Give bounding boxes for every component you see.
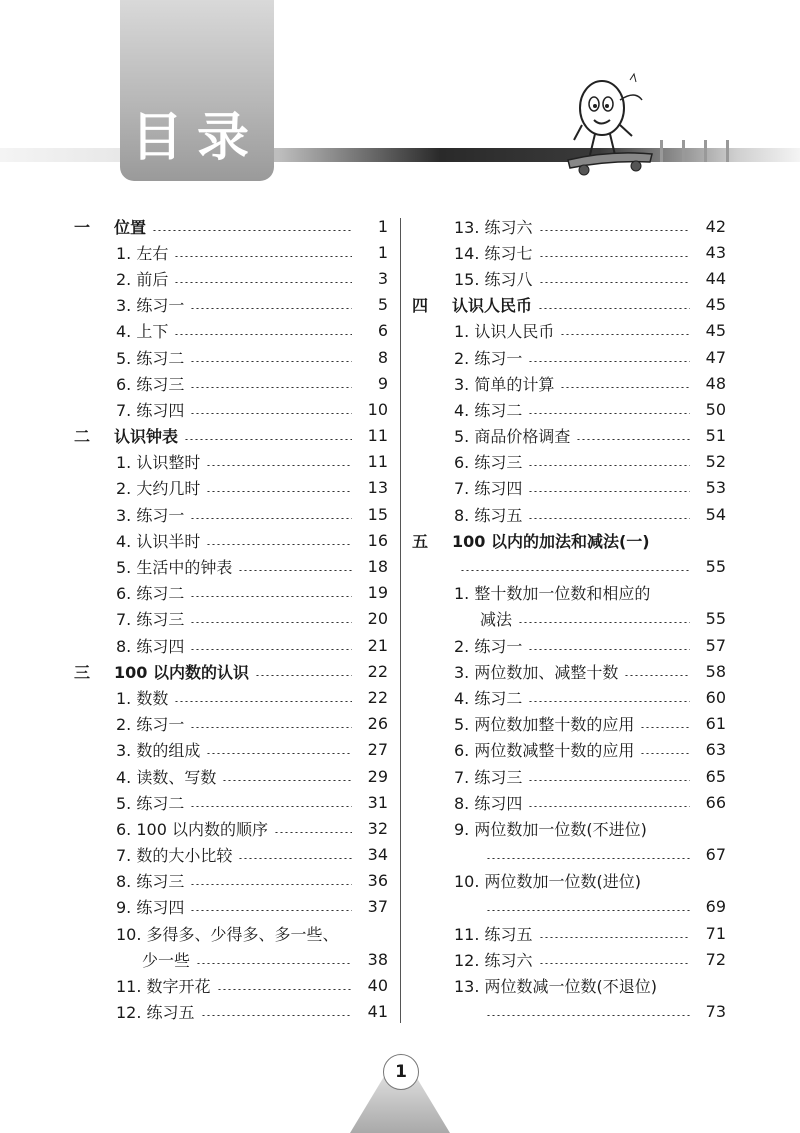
toc-entry [72, 606, 388, 632]
dot-leader [152, 230, 352, 231]
toc-entry [410, 423, 726, 449]
section-title: 8. 练习四 [454, 793, 523, 813]
section-title: 6. 100 以内数的顺序 [116, 819, 268, 839]
chapter-title: 位置 [114, 217, 147, 237]
dot-leader [640, 753, 690, 754]
toc-entry [410, 475, 726, 501]
toc-entry [410, 265, 726, 291]
dot-leader [206, 753, 352, 754]
dot-leader [190, 622, 352, 623]
page-ref: 43 [705, 242, 726, 262]
section-title: 6. 练习三 [454, 453, 523, 473]
dot-leader [528, 806, 690, 807]
page-ref: 5 [377, 295, 388, 315]
toc-entry [72, 423, 388, 449]
chapter-title: 100 以内数的认识 [114, 662, 249, 682]
column-divider [400, 218, 401, 1023]
chapter-number: 三 [74, 662, 91, 682]
dot-leader [201, 1015, 352, 1016]
dot-leader [238, 858, 352, 859]
section-title: 3. 简单的计算 [454, 374, 555, 394]
page-ref: 32 [367, 818, 388, 838]
toc-entry [72, 920, 388, 946]
section-title: 3. 练习一 [116, 505, 185, 525]
page-ref: 13 [367, 478, 388, 498]
dot-leader [190, 413, 352, 414]
dot-leader [528, 491, 690, 492]
section-title: 5. 练习二 [116, 793, 185, 813]
chapter-number: 五 [412, 531, 429, 551]
page-ref: 73 [705, 1002, 726, 1022]
section-title: 2. 练习一 [454, 348, 523, 368]
toc-right-column [410, 213, 726, 1025]
dot-leader [174, 256, 352, 257]
dot-leader [190, 649, 352, 650]
toc-entry [410, 292, 726, 318]
page-ref: 18 [367, 557, 388, 577]
dot-leader [539, 937, 690, 938]
chapter-number: 四 [412, 296, 429, 316]
section-title: 5. 商品价格调查 [454, 427, 571, 447]
page-ref: 21 [367, 635, 388, 655]
dot-leader [184, 439, 352, 440]
section-title: 5. 两位数加整十数的应用 [454, 715, 635, 735]
section-title: 4. 读数、写数 [116, 767, 217, 787]
dot-leader [190, 806, 352, 807]
toc-entry [72, 527, 388, 553]
dot-leader [486, 1015, 690, 1016]
page-ref: 60 [705, 687, 726, 707]
chapter-number: 一 [74, 217, 91, 237]
section-title: 1. 认识整时 [116, 453, 201, 473]
page-ref: 71 [705, 923, 726, 943]
section-title: 8. 练习四 [116, 636, 185, 656]
section-title: 5. 生活中的钟表 [116, 558, 233, 578]
dot-leader [274, 832, 352, 833]
page-ref: 42 [705, 216, 726, 236]
toc-entry [410, 868, 726, 894]
section-title: 8. 练习三 [116, 872, 185, 892]
page-ref: 50 [705, 399, 726, 419]
dot-leader [528, 361, 690, 362]
page-ref: 8 [377, 347, 388, 367]
page-ref: 6 [377, 321, 388, 341]
toc-entry [410, 239, 726, 265]
page-ref: 16 [367, 530, 388, 550]
page-ref: 69 [705, 897, 726, 917]
section-title-continued: 少一些 [142, 950, 191, 970]
section-title: 12. 练习六 [454, 950, 533, 970]
dot-leader [528, 518, 690, 519]
dot-leader [539, 282, 690, 283]
page-ref: 10 [367, 399, 388, 419]
toc-entry [72, 711, 388, 737]
toc-entry [72, 999, 388, 1025]
toc-entry [410, 920, 726, 946]
dot-leader [486, 858, 690, 859]
page-ref: 55 [705, 557, 726, 577]
toc-entry [72, 449, 388, 475]
toc-entry [72, 632, 388, 658]
page-ref: 22 [367, 687, 388, 707]
page-ref: 22 [367, 661, 388, 681]
section-title: 6. 练习三 [116, 374, 185, 394]
section-title: 13. 练习六 [454, 217, 533, 237]
toc-entry [410, 684, 726, 710]
toc-entry [410, 449, 726, 475]
section-title: 2. 练习一 [116, 715, 185, 735]
page-ref: 66 [705, 792, 726, 812]
dot-leader [174, 334, 352, 335]
dot-leader [222, 780, 352, 781]
toc-entry [72, 842, 388, 868]
section-title: 4. 练习二 [454, 688, 523, 708]
toc-entry [72, 972, 388, 998]
section-title: 6. 练习二 [116, 584, 185, 604]
section-title: 1. 左右 [116, 243, 169, 263]
page-ref: 67 [705, 845, 726, 865]
toc-entry [410, 606, 726, 632]
page-ref: 36 [367, 871, 388, 891]
toc-entry [410, 344, 726, 370]
section-title: 4. 认识半时 [116, 531, 201, 551]
dot-leader [174, 282, 352, 283]
chapter-title: 认识钟表 [114, 427, 179, 447]
section-title: 3. 练习一 [116, 296, 185, 316]
toc-entry [72, 894, 388, 920]
toc-entry [72, 239, 388, 265]
dot-leader [560, 334, 690, 335]
dot-leader [190, 308, 352, 309]
toc-entry [72, 292, 388, 318]
section-title: 2. 大约几时 [116, 479, 201, 499]
toc-entry [72, 396, 388, 422]
toc-entry [72, 815, 388, 841]
page-ref: 47 [705, 347, 726, 367]
toc-entry [410, 711, 726, 737]
dot-leader [518, 622, 690, 623]
dot-leader [255, 675, 352, 676]
page-ref: 11 [367, 452, 388, 472]
dot-leader [539, 963, 690, 964]
dot-leader [576, 439, 690, 440]
dot-leader [538, 308, 690, 309]
dot-leader [206, 544, 352, 545]
toc-entry [410, 894, 726, 920]
section-title: 1. 整十数加一位数和相应的 [454, 584, 651, 604]
page-number-badge [350, 1050, 450, 1133]
page-ref: 55 [705, 609, 726, 629]
dot-leader [174, 701, 352, 702]
section-title: 7. 练习四 [116, 400, 185, 420]
page-ref: 9 [377, 373, 388, 393]
page-ref: 19 [367, 583, 388, 603]
section-title: 7. 数的大小比较 [116, 846, 233, 866]
toc-entry [72, 265, 388, 291]
page-ref: 20 [367, 609, 388, 629]
dot-leader [624, 675, 690, 676]
dot-leader [528, 413, 690, 414]
page-ref: 61 [705, 714, 726, 734]
page-ref: 54 [705, 504, 726, 524]
section-title: 10. 两位数加一位数(进位) [454, 872, 642, 892]
dot-leader [190, 361, 352, 362]
toc-entry [410, 396, 726, 422]
toc-entry [72, 658, 388, 684]
dot-leader [190, 884, 352, 885]
section-title: 11. 练习五 [454, 924, 533, 944]
dot-leader [539, 230, 690, 231]
page-title: 目录 [130, 108, 263, 168]
section-title: 4. 上下 [116, 322, 169, 342]
page-ref: 3 [377, 268, 388, 288]
toc-left-column [72, 213, 388, 1025]
section-title: 9. 练习四 [116, 898, 185, 918]
toc-entry [72, 213, 388, 239]
page-ref: 48 [705, 373, 726, 393]
dot-leader [560, 387, 690, 388]
page-ref: 1 [377, 216, 388, 236]
mascot-skateboard-icon [560, 70, 660, 185]
toc-entry [410, 632, 726, 658]
section-title: 8. 练习五 [454, 505, 523, 525]
toc-entry [410, 580, 726, 606]
page-ref: 52 [705, 452, 726, 472]
dot-leader [539, 256, 690, 257]
page-ref: 44 [705, 268, 726, 288]
section-title: 7. 练习三 [454, 767, 523, 787]
toc-entry [410, 999, 726, 1025]
toc-entry [72, 370, 388, 396]
toc-entry [410, 815, 726, 841]
toc-entry [72, 946, 388, 972]
section-title: 12. 练习五 [116, 1003, 195, 1023]
section-title: 9. 两位数加一位数(不进位) [454, 819, 647, 839]
page-ref: 65 [705, 766, 726, 786]
chapter-number: 二 [74, 427, 91, 447]
chapter-title: 100 以内的加法和减法(一) [452, 531, 650, 551]
page-ref: 15 [367, 504, 388, 524]
section-title: 1. 数数 [116, 688, 169, 708]
section-title: 2. 前后 [116, 269, 169, 289]
page-ref: 40 [367, 976, 388, 996]
section-title-continued: 减法 [480, 610, 513, 630]
page-ref: 45 [705, 295, 726, 315]
page-ref: 51 [705, 426, 726, 446]
dot-leader [190, 596, 352, 597]
section-title: 6. 两位数减整十数的应用 [454, 741, 635, 761]
dot-leader [190, 518, 352, 519]
toc-entry [72, 580, 388, 606]
page-ref: 26 [367, 714, 388, 734]
dot-leader [190, 727, 352, 728]
page-ref: 38 [367, 949, 388, 969]
toc-entry [72, 737, 388, 763]
toc-entry [72, 684, 388, 710]
dot-leader [190, 387, 352, 388]
toc-entry [72, 318, 388, 344]
dot-leader [238, 570, 352, 571]
page-ref: 31 [367, 792, 388, 812]
section-title: 13. 两位数减一位数(不退位) [454, 977, 658, 997]
dot-leader [206, 491, 352, 492]
toc-entry [410, 658, 726, 684]
title-tab [120, 0, 274, 181]
toc-entry [410, 501, 726, 527]
page-ref: 58 [705, 661, 726, 681]
dot-leader [206, 465, 352, 466]
toc-entry [410, 527, 726, 553]
toc-entry [72, 789, 388, 815]
page-ref: 63 [705, 740, 726, 760]
dot-leader [190, 910, 352, 911]
toc-entry [410, 972, 726, 998]
page-number: 1 [383, 1054, 419, 1090]
toc-entry [410, 763, 726, 789]
dot-leader [196, 963, 352, 964]
page-ref: 1 [377, 242, 388, 262]
dot-leader [528, 780, 690, 781]
toc-entry [72, 553, 388, 579]
dot-leader [528, 465, 690, 466]
section-title: 14. 练习七 [454, 243, 533, 263]
section-title: 15. 练习八 [454, 269, 533, 289]
toc-entry [410, 789, 726, 815]
page-ref: 27 [367, 740, 388, 760]
section-title: 7. 练习四 [454, 479, 523, 499]
toc-entry [410, 842, 726, 868]
toc-entry [410, 318, 726, 344]
section-title: 1. 认识人民币 [454, 322, 555, 342]
page-ref: 41 [367, 1002, 388, 1022]
dot-leader [528, 649, 690, 650]
section-title: 10. 多得多、少得多、多一些、 [116, 924, 339, 944]
toc-entry [410, 370, 726, 396]
page-ref: 45 [705, 321, 726, 341]
toc-entry [72, 868, 388, 894]
dot-leader [460, 570, 690, 571]
section-title: 11. 数字开花 [116, 977, 211, 997]
section-title: 7. 练习三 [116, 610, 185, 630]
page-ref: 34 [367, 845, 388, 865]
page-ref: 37 [367, 897, 388, 917]
page-ref: 53 [705, 478, 726, 498]
dot-leader [486, 910, 690, 911]
chapter-title: 认识人民币 [452, 296, 533, 316]
section-title: 3. 数的组成 [116, 741, 201, 761]
section-title: 3. 两位数加、减整十数 [454, 662, 619, 682]
page-ref: 29 [367, 766, 388, 786]
section-title: 4. 练习二 [454, 400, 523, 420]
toc-entry [410, 737, 726, 763]
page-ref: 72 [705, 949, 726, 969]
dot-leader [528, 701, 690, 702]
toc-entry [72, 475, 388, 501]
section-title: 5. 练习二 [116, 348, 185, 368]
toc-entry [410, 213, 726, 239]
toc-entry [72, 763, 388, 789]
dot-leader [640, 727, 690, 728]
page-ref: 57 [705, 635, 726, 655]
section-title: 2. 练习一 [454, 636, 523, 656]
toc-entry [410, 553, 726, 579]
dot-leader [217, 989, 352, 990]
toc-entry [72, 344, 388, 370]
toc-entry [410, 946, 726, 972]
page-ref: 11 [367, 426, 388, 446]
toc-entry [72, 501, 388, 527]
